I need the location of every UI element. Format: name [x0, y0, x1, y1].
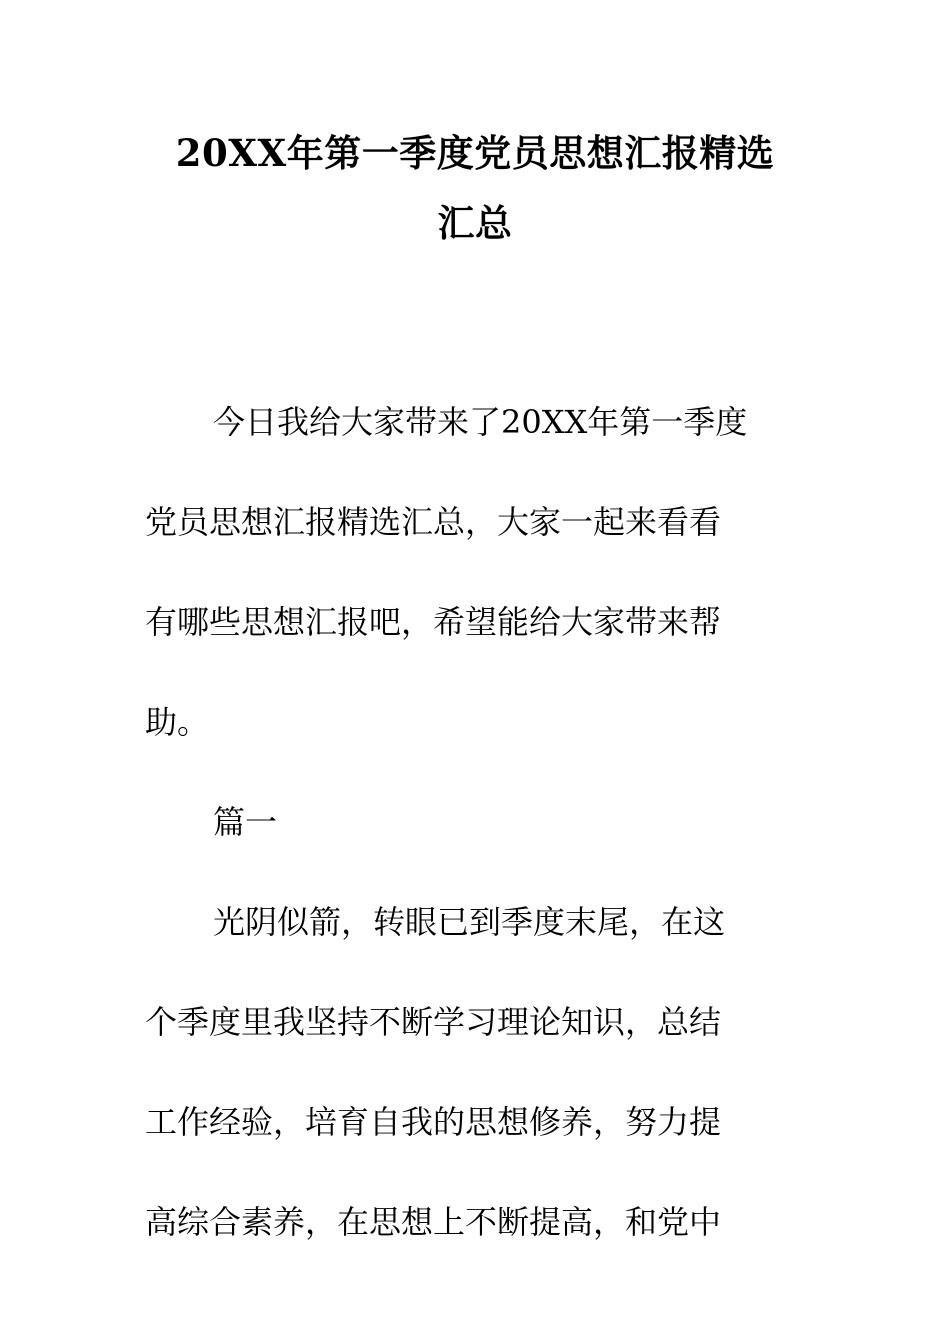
document-title: [140, 118, 810, 258]
title-line-1: 20XX年第一季度党员思想汇报精选: [175, 131, 775, 175]
intro-line-3: 有哪些思想汇报吧，希望能给大家带来帮: [145, 603, 722, 641]
document-body: [145, 372, 795, 1272]
section-line-2: 个季度里我坚持不断学习理论知识，总结: [145, 1003, 722, 1041]
intro-line-4: 助。: [145, 703, 210, 741]
intro-line-2: 党员思想汇报精选汇总，大家一起来看看: [145, 503, 722, 541]
section-line-1: 光阴似箭，转眼已到季度末尾，在这: [213, 903, 726, 941]
title-line-2: 汇总: [437, 201, 513, 245]
section-line-4: 高综合素养，在思想上不断提高，和党中: [145, 1203, 722, 1241]
section-heading: 篇一: [213, 803, 278, 841]
section-line-3: 工作经验，培育自我的思想修养，努力提: [145, 1103, 722, 1141]
intro-line-1: 今日我给大家带来了20XX年第一季度: [213, 403, 748, 441]
